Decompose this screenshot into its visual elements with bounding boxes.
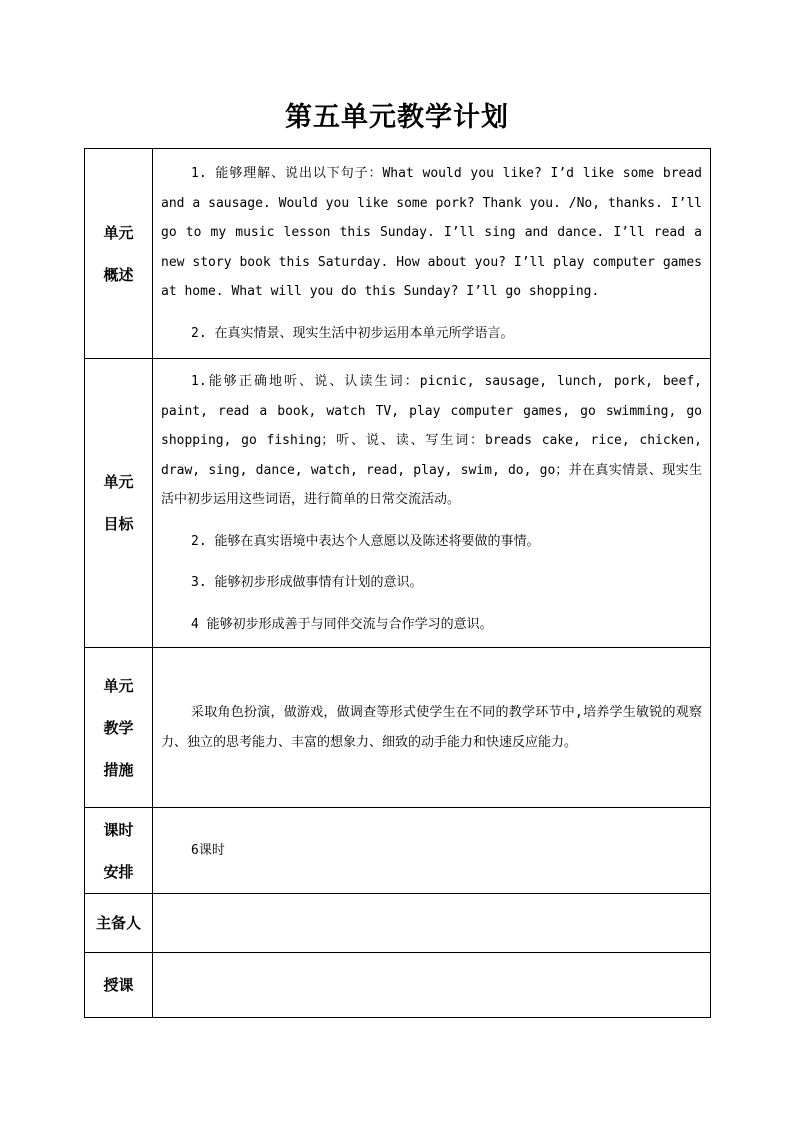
overview-item-2: 2. 在真实情景、现实生活中初步运用本单元所学语言。 bbox=[191, 325, 514, 341]
overview-content bbox=[153, 149, 711, 359]
overview-label bbox=[85, 149, 153, 359]
goals-label-line1: 单元 bbox=[103, 473, 134, 491]
goals-item-2: 2. 能够在真实语境中表达个人意愿以及陈述将要做的事情。 bbox=[191, 533, 540, 549]
goals-item-3: 3. 能够初步形成做事情有计划的意识。 bbox=[191, 575, 423, 590]
measures-label-line3: 措施 bbox=[103, 760, 134, 779]
measures-row bbox=[85, 648, 711, 808]
document-title: 第五单元教学计划 bbox=[285, 102, 509, 133]
schedule-label-line2: 安排 bbox=[103, 862, 134, 881]
overview-item-1: 1. 能够理解、说出以下句子：What would you like? I’d like some bread and a sausage. Would you like some pork? Thank you. /No, thanks. I’ll go to my music lesson this Sunday. I’ll sing and dance. I’ll read a new story book this Saturday. How about you? I’ll play computer games at home. What will you do this Sunday? I’ll go shopping. bbox=[161, 166, 702, 299]
preparer-row bbox=[85, 894, 711, 953]
teaching-row bbox=[85, 953, 711, 1018]
goals-label-line2: 目标 bbox=[103, 515, 134, 533]
goals-label bbox=[85, 359, 153, 648]
overview-label-line1: 单元 bbox=[103, 223, 134, 242]
teaching-content bbox=[153, 953, 711, 1018]
measures-content bbox=[153, 648, 711, 808]
schedule-row bbox=[85, 808, 711, 894]
unit-plan-table bbox=[84, 148, 711, 1018]
teaching-label: 授课 bbox=[85, 953, 153, 1018]
measures-text: 采取角色扮演，做游戏，做调查等形式使学生在不同的教学环节中,培养学生敏锐的观察力、独立的思考能力、丰富的想象力、细致的动手能力和快速反应能力。 bbox=[161, 705, 702, 750]
schedule-label-line1: 课时 bbox=[103, 820, 134, 839]
goals-item-4: 4 能够初步形成善于与同伴交流与合作学习的意识。 bbox=[191, 616, 493, 632]
schedule-content bbox=[153, 808, 711, 894]
overview-row bbox=[85, 149, 711, 359]
schedule-text: 6课时 bbox=[191, 842, 225, 858]
measures-label-line1: 单元 bbox=[103, 676, 134, 695]
overview-label-line2: 概述 bbox=[103, 265, 134, 284]
preparer-label: 主备人 bbox=[85, 894, 153, 953]
measures-label-line2: 教学 bbox=[103, 718, 134, 737]
measures-label bbox=[85, 648, 153, 808]
goals-row bbox=[85, 359, 711, 648]
schedule-label bbox=[85, 808, 153, 894]
preparer-content bbox=[153, 894, 711, 953]
goals-item-1: 1.能够正确地听、说、认读生词：picnic, sausage, lunch, pork, beef, paint, read a book, watch TV, play computer games, go swimming, go shopping, go fishing；听、说、读、写生词：breads cake, rice, chicken, draw, sing, dance, watch, read, play, swim, do, go；并在真实情景、现实生活中初步运用这些词语，进行简单的日常交流活动。 bbox=[161, 374, 702, 507]
goals-content bbox=[153, 359, 711, 648]
